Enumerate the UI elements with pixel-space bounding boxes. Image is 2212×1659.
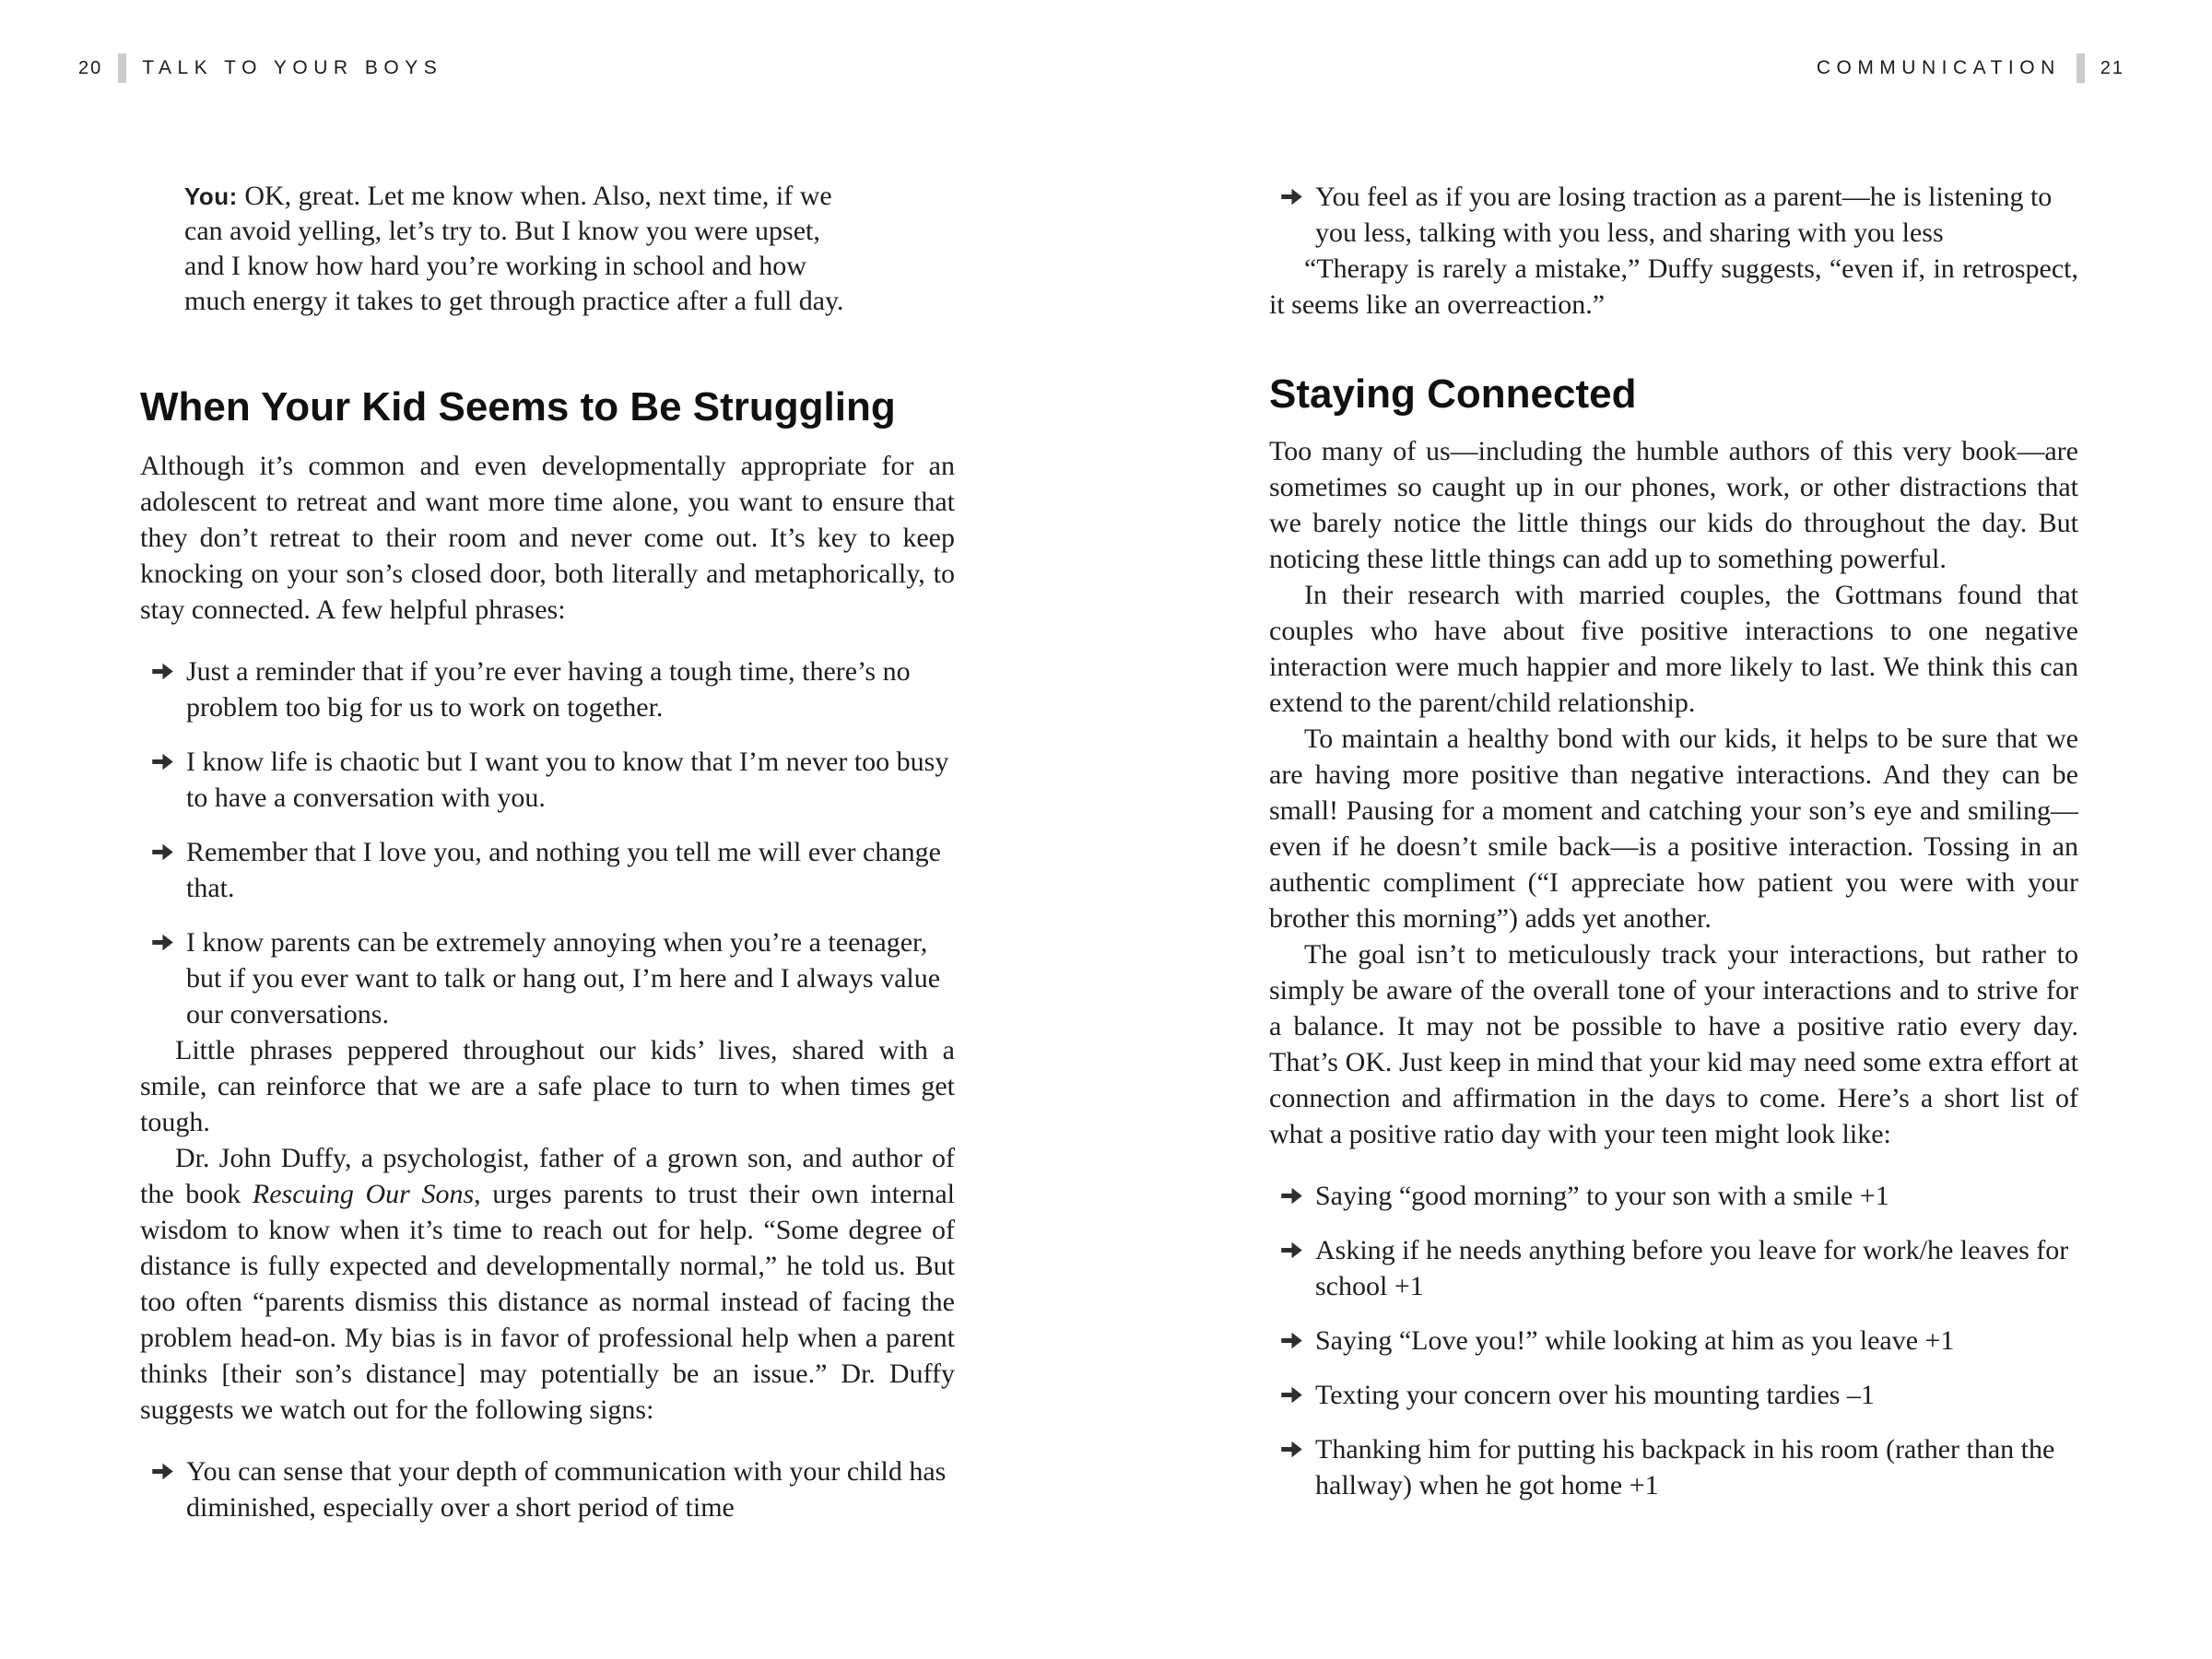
dialogue-text: OK, great. Let me know when. Also, next time, if we can avoid yelling, let’s try to. But I know you were upset, and I know how hard you’re working in school and how much energy it takes to get through practice after a full day. bbox=[184, 181, 844, 316]
page-number: 20 bbox=[78, 57, 103, 78]
arrow-list-item-text: Texting your concern over his mounting tardies –1 bbox=[1315, 1380, 1875, 1411]
arrow-right-bullet-icon bbox=[1280, 185, 1303, 208]
arrow-right-bullet-icon bbox=[1280, 1184, 1303, 1207]
arrow-list-item-text: I know life is chaotic but I want you to know that I’m never too busy to have a conversation with you. bbox=[186, 747, 949, 814]
paragraph: To maintain a healthy bond with our kids, it helps to be sure that we are having more positive than negative interactions. And they can be small! Pausing for a moment and catching your son’s eye and smiling—even if he doesn’t smile back—is a positive interaction. Tossing in an authentic compliment (“I appreciate how patient you were with your brother this morning”) adds yet another. bbox=[1269, 724, 2078, 935]
arrow-list-item bbox=[1269, 1232, 2078, 1304]
arrow-right-bullet-icon bbox=[1280, 1438, 1303, 1461]
running-header-title: TALK TO YOUR BOYS bbox=[142, 57, 443, 78]
dialogue-paragraph bbox=[184, 179, 863, 319]
arrow-list-item bbox=[140, 744, 955, 816]
paragraph: Little phrases peppered throughout our kids’ lives, shared with a smile, can reinforce that we are a safe place to turn to when times get tough. bbox=[140, 1035, 955, 1138]
header-divider bbox=[2077, 53, 2085, 83]
arrow-list-item bbox=[1269, 1178, 2078, 1214]
section-heading: When Your Kid Seems to Be Struggling bbox=[140, 384, 896, 429]
book-title-italic: Rescuing Our Sons bbox=[252, 1179, 475, 1210]
arrow-list-item bbox=[1269, 1323, 2078, 1359]
header-divider bbox=[118, 53, 126, 83]
helpful-phrases-list bbox=[140, 653, 955, 1032]
arrow-list-item bbox=[140, 924, 955, 1032]
paragraph: In their research with married couples, the Gottmans found that couples who have about five positive interactions to one negative interaction were much happier and more likely to last. We think this can extend to the parent/child relationship. bbox=[1269, 580, 2078, 719]
arrow-list-item bbox=[140, 834, 955, 906]
arrow-list-item-text: Saying “Love you!” while looking at him as you leave +1 bbox=[1315, 1325, 1955, 1357]
running-header-right bbox=[1817, 53, 2124, 83]
arrow-right-bullet-icon bbox=[151, 841, 174, 864]
arrow-list-item bbox=[1269, 1377, 2078, 1413]
arrow-list-item-text: Asking if he needs anything before you leave for work/he leaves for school +1 bbox=[1315, 1235, 2069, 1302]
arrow-right-bullet-icon bbox=[151, 750, 174, 773]
paragraph-text: Dr. John Duffy, a psychologist, father of a grown son, and author of the book bbox=[140, 1143, 955, 1210]
arrow-list-item bbox=[140, 1453, 955, 1525]
positive-ratio-list bbox=[1269, 1178, 2078, 1503]
text-column-left bbox=[140, 179, 955, 1525]
arrow-list-item-text: Saying “good morning” to your son with a smile +1 bbox=[1315, 1181, 1889, 1212]
arrow-right-bullet-icon bbox=[151, 660, 174, 683]
paragraph: The goal isn’t to meticulously track your interactions, but rather to simply be aware of the overall tone of your interactions and to strive for a balance. It may not be possible to have a positive ratio every day. That’s OK. Just keep in mind that your kid may need some extra effort at connection and affirmation in the days to come. Here’s a short list of what a positive ratio day with your teen might look like: bbox=[1269, 939, 2078, 1150]
running-header-title: COMMUNICATION bbox=[1816, 57, 2061, 78]
dialogue-speaker-label: You: bbox=[184, 182, 238, 210]
text-column-right bbox=[1269, 179, 2078, 1503]
paragraph: Although it’s common and even developmentally appropriate for an adolescent to retreat and want more time alone, you want to ensure that they don’t retreat to their room and never come out. It’s key to keep knocking on your son’s closed door, both literally and metaphorically, to stay connected. A few helpful phrases: bbox=[140, 451, 955, 626]
arrow-right-bullet-icon bbox=[1280, 1329, 1303, 1352]
arrow-list-item-text: You feel as if you are losing traction as a parent—he is listening to you less, talking with you less, and sharing with you less bbox=[1315, 182, 2053, 248]
arrow-list-item-text: Thanking him for putting his backpack in his room (rather than the hallway) when he got home +1 bbox=[1315, 1434, 2055, 1501]
warning-signs-list bbox=[140, 1453, 955, 1525]
warning-signs-list-continued bbox=[1269, 179, 2078, 251]
arrow-list-item-text: Remember that I love you, and nothing you tell me will ever change that. bbox=[186, 837, 941, 904]
arrow-list-item bbox=[1269, 1431, 2078, 1503]
arrow-list-item bbox=[1269, 179, 2078, 251]
paragraph bbox=[140, 1140, 955, 1428]
arrow-right-bullet-icon bbox=[1280, 1239, 1303, 1262]
paragraph: Too many of us—including the humble authors of this very book—are sometimes so caught up in our phones, work, or other distractions that we barely notice the little things our kids do throughout the day. But noticing these little things can add up to something powerful. bbox=[1269, 436, 2078, 575]
arrow-list-item-text: I know parents can be extremely annoying when you’re a teenager, but if you ever want to talk or hang out, I’m here and I always value our conversations. bbox=[186, 927, 941, 1030]
arrow-list-item-text: Just a reminder that if you’re ever having a tough time, there’s no problem too big for us to work on together. bbox=[186, 656, 911, 724]
page-right bbox=[1106, 0, 2212, 1659]
page-number: 21 bbox=[2100, 57, 2124, 78]
paragraph-text: , urges parents to trust their own internal wisdom to know when it’s time to reach out for help. “Some degree of distance is fully expected and developmentally normal,” he told us. But too often “parents dismiss this distance as normal instead of facing the problem head-on. My bias is in favor of professional help when a parent thinks [their son’s distance] may potentially be an issue.” Dr. Duffy suggests we watch out for the following signs: bbox=[140, 1179, 956, 1426]
paragraph: “Therapy is rarely a mistake,” Duffy suggests, “even if, in retrospect, it seems like an overreaction.” bbox=[1269, 253, 2078, 320]
arrow-list-item-text: You can sense that your depth of communication with your child has diminished, especially over a short period of time bbox=[186, 1456, 947, 1524]
running-header-left bbox=[78, 53, 442, 83]
arrow-right-bullet-icon bbox=[151, 1460, 174, 1483]
section-heading: Staying Connected bbox=[1269, 371, 1637, 417]
arrow-right-bullet-icon bbox=[1280, 1383, 1303, 1406]
arrow-right-bullet-icon bbox=[151, 931, 174, 954]
arrow-list-item bbox=[140, 653, 955, 725]
